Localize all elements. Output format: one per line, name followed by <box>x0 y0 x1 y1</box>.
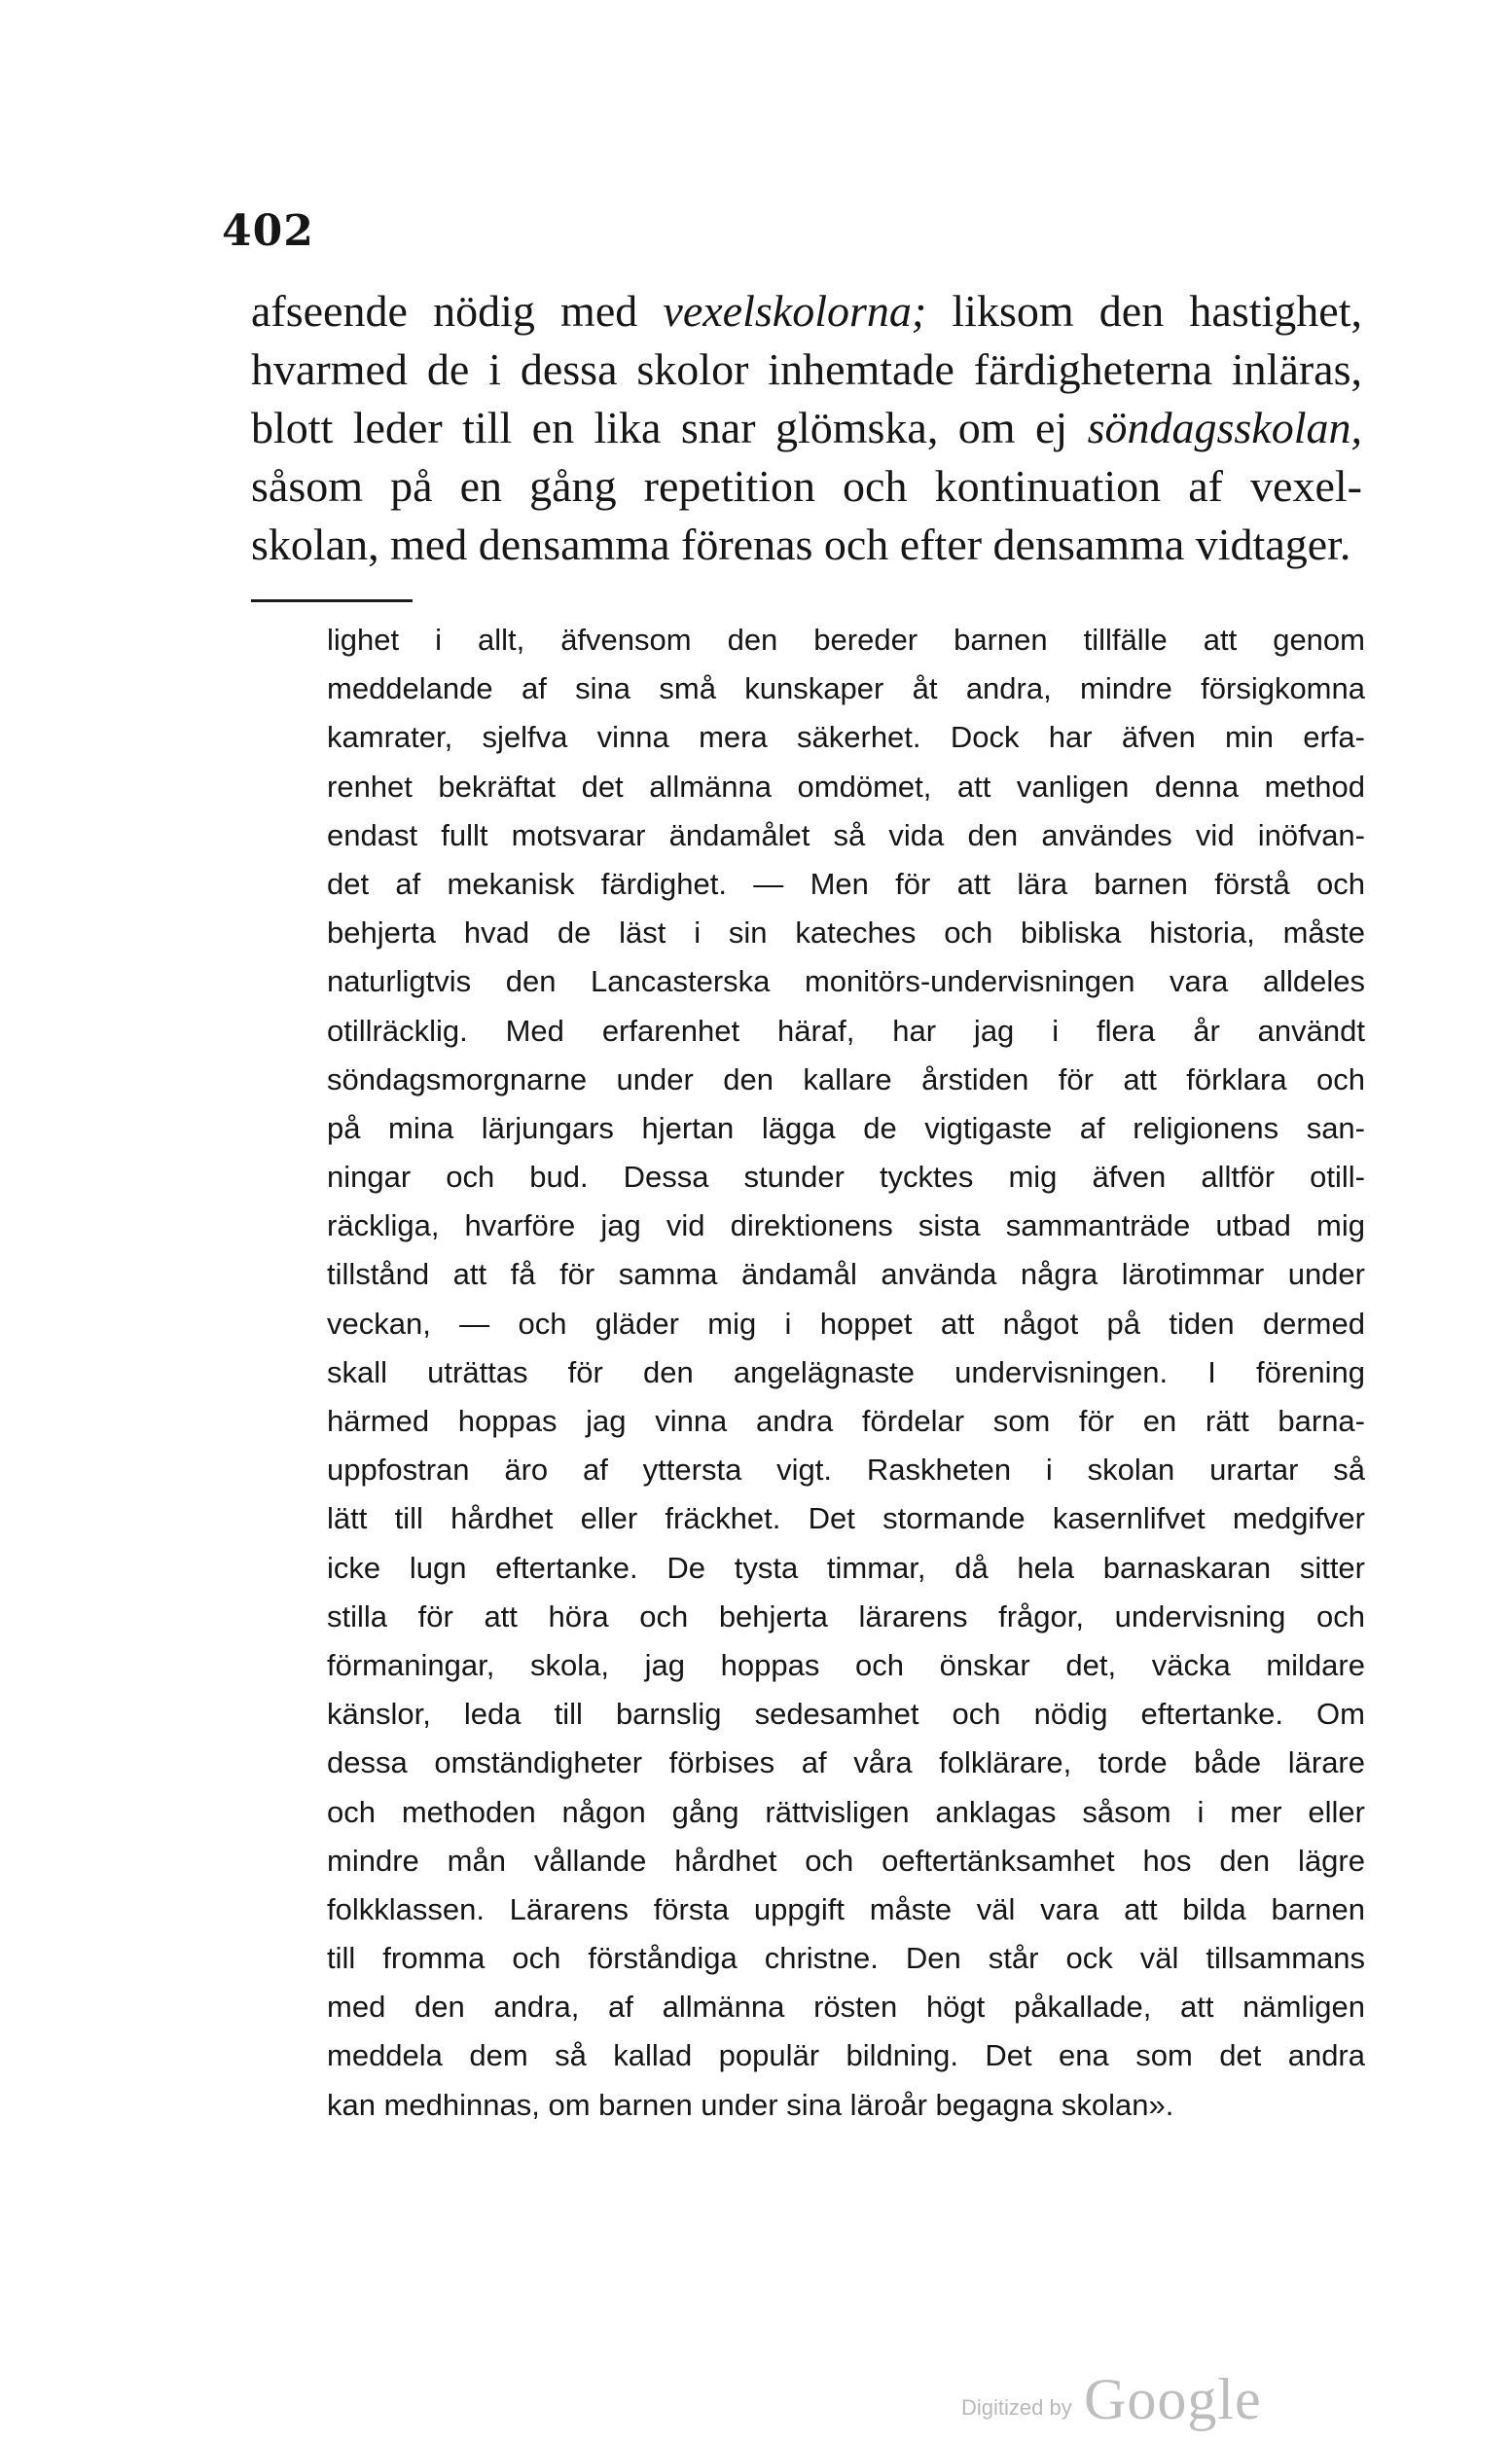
main-text-line <box>251 516 1362 574</box>
footnote-line: med den andra, af allmänna rösten högt påkallade, att nämligen <box>327 1990 1365 2025</box>
footnote-line: meddela dem så kallad populär bildning. Det ena som det andra <box>327 2038 1365 2073</box>
footnote-line: meddelande af sina små kunskaper åt andra, mindre försigkomna <box>327 671 1365 706</box>
footnote-line: otillräcklig. Med erfarenhet häraf, har jag i flera år användt <box>327 1013 1365 1048</box>
footnote-line: kan medhinnas, om barnen under sina läroår begagna skolan». <box>327 2087 1174 2122</box>
main-text-line <box>251 399 1362 457</box>
main-text-line <box>251 282 1362 341</box>
main-text-segment: såsom på en gång repetition och kontinuation af vexel- <box>251 461 1362 511</box>
main-text-italic: vexelskolorna; <box>663 286 927 336</box>
footnote-line: känslor, leda till barnslig sedesamhet och nödig eftertanke. Om <box>327 1697 1365 1732</box>
footnote-line: räckliga, hvarföre jag vid direktionens sista sammanträde utbad mig <box>327 1208 1365 1243</box>
footnote-line: dessa omständigheter förbises af våra folklärare, torde både lärare <box>327 1745 1365 1780</box>
footnote-line: söndagsmorgnarne under den kallare årstiden för att förklara och <box>327 1061 1365 1096</box>
footnote-line: kamrater, sjelfva vinna mera säkerhet. Dock har äfven min erfa- <box>327 720 1365 755</box>
main-text-segment: hvarmed de i dessa skolor inhemtade färdigheterna inläras, <box>251 344 1362 394</box>
footnote-line: lätt till hårdhet eller fräckhet. Det stormande kasernlifvet medgifver <box>327 1501 1365 1536</box>
footnote-line: endast fullt motsvarar ändamålet så vida den användes vid inöfvan- <box>327 817 1365 852</box>
footnote-block <box>327 616 1365 2130</box>
main-text-segment: liksom den hastighet, <box>926 286 1362 336</box>
main-text-segment: blott leder till en lika snar glömska, om ej <box>251 403 1088 452</box>
watermark-google-logo: Google <box>1084 2367 1262 2431</box>
footnote-line: veckan, — och gläder mig i hoppet att något på tiden dermed <box>327 1306 1365 1341</box>
digitized-by-google-watermark <box>961 2366 1312 2434</box>
footnote-separator-rule <box>251 599 413 602</box>
main-text-block <box>251 282 1362 574</box>
main-text-segment: afseende nödig med <box>251 286 664 336</box>
watermark-digitized-label: Digitized by <box>961 2395 1072 2420</box>
footnote-line: förmaningar, skola, jag hoppas och önskar det, väcka mildare <box>327 1647 1365 1682</box>
footnote-line: naturligtvis den Lancasterska monitörs-undervisningen vara alldeles <box>327 964 1365 999</box>
footnote-line: lighet i allt, äfvensom den bereder barnen tillfälle att genom <box>327 623 1365 657</box>
footnote-line: ningar och bud. Dessa stunder tycktes mig äfven alltför otill- <box>327 1160 1365 1195</box>
footnote-line: på mina lärjungars hjertan lägga de vigtigaste af religionens san- <box>327 1110 1365 1145</box>
footnote-line: det af mekanisk färdighet. — Men för att lära barnen förstå och <box>327 866 1365 901</box>
main-text-line <box>251 341 1362 399</box>
footnote-line: folkklassen. Lärarens första uppgift måste väl vara att bilda barnen <box>327 1891 1365 1926</box>
footnote-line: tillstånd att få för samma ändamål använda några lärotimmar under <box>327 1257 1365 1292</box>
main-text-line <box>251 457 1362 516</box>
footnote-line: skall uträttas för den angelägnaste undervisningen. I förening <box>327 1354 1365 1389</box>
footnote-line: uppfostran äro af yttersta vigt. Raskheten i skolan urartar så <box>327 1453 1365 1488</box>
page-number: 402 <box>222 206 314 256</box>
footnote-line: härmed hoppas jag vinna andra fördelar som för en rätt barna- <box>327 1404 1365 1438</box>
footnote-line: mindre mån vållande hårdhet och oeftertänksamhet hos den lägre <box>327 1843 1365 1878</box>
main-text-segment: skolan, med densamma förenas och efter densamma vidtager. <box>251 520 1351 569</box>
main-text-italic: söndagsskolan, <box>1087 403 1362 452</box>
footnote-line: behjerta hvad de läst i sin kateches och bibliska historia, måste <box>327 916 1365 951</box>
footnote-line: och methoden någon gång rättvisligen anklagas såsom i mer eller <box>327 1794 1365 1829</box>
footnote-line: stilla för att höra och behjerta lärarens frågor, undervisning och <box>327 1598 1365 1634</box>
footnote-line: till fromma och förståndiga christne. Den står ock väl tillsammans <box>327 1941 1365 1976</box>
footnote-line: renhet bekräftat det allmänna omdömet, att vanligen denna method <box>327 769 1365 804</box>
footnote-line: icke lugn eftertanke. De tysta timmar, då hela barnaskaran sitter <box>327 1550 1365 1585</box>
